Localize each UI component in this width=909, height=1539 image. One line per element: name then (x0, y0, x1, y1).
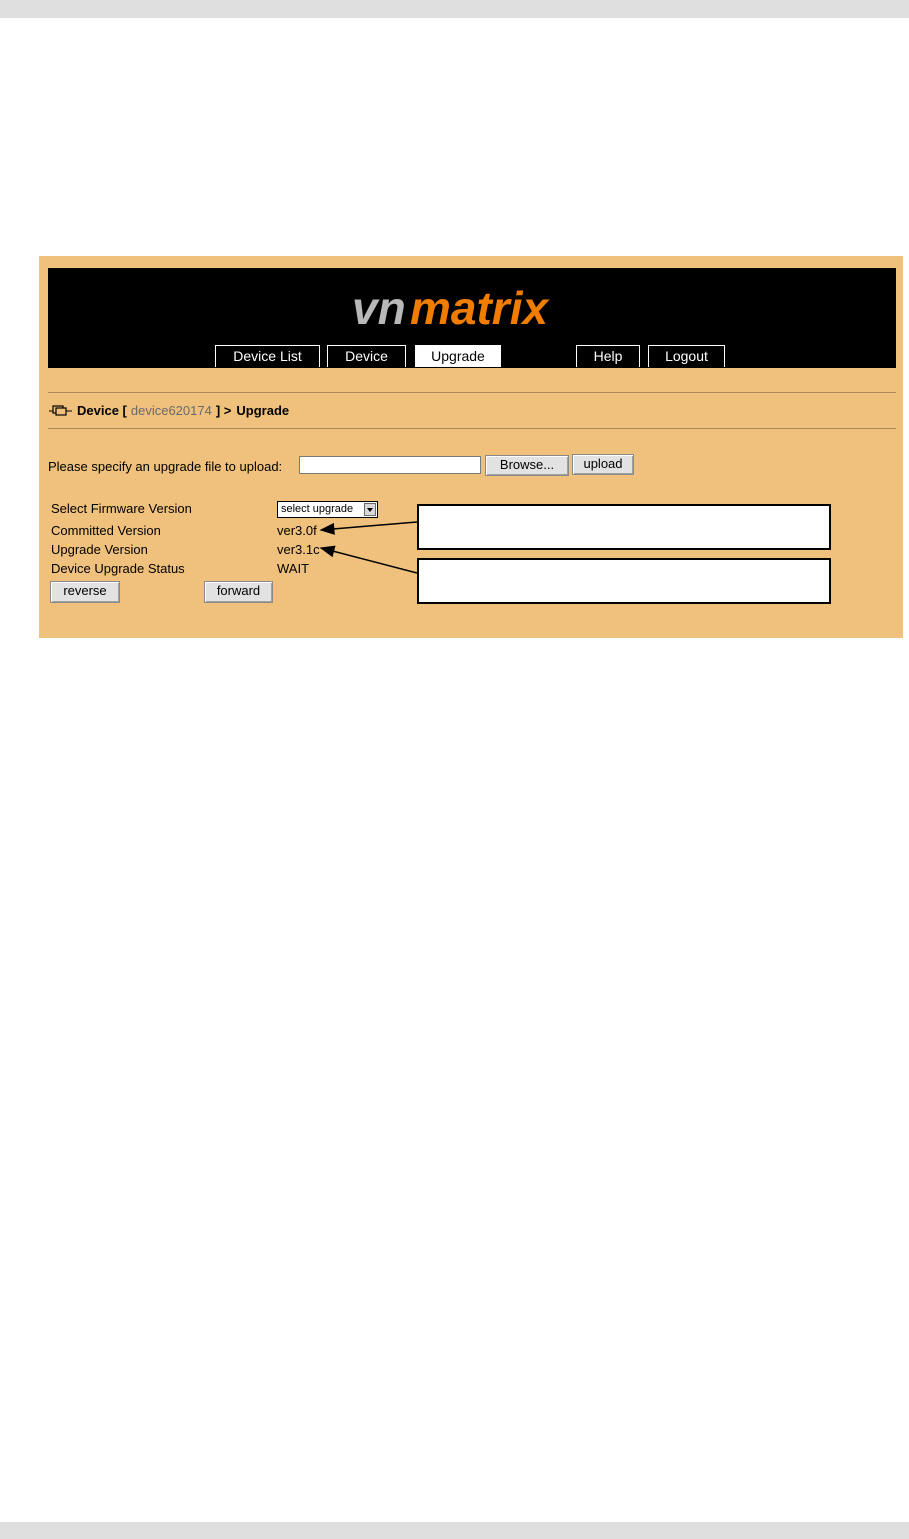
browse-button[interactable]: Browse... (485, 455, 569, 476)
firmware-select-value: select upgrade (281, 503, 354, 515)
separator-top (48, 392, 896, 393)
chevron-down-icon[interactable] (364, 503, 376, 516)
logo-prefix-text: vn (352, 282, 406, 334)
forward-button[interactable]: forward (204, 581, 273, 603)
tab-logout[interactable]: Logout (648, 345, 725, 367)
callout-box-committed (417, 504, 831, 550)
callout-box-upgrade (417, 558, 831, 604)
screenshot-panel (39, 256, 903, 638)
select-firmware-label: Select Firmware Version (51, 501, 192, 516)
upgrade-file-input[interactable] (299, 456, 481, 474)
upgrade-version-label: Upgrade Version (51, 542, 148, 557)
firmware-version-select[interactable] (277, 501, 378, 518)
reverse-button[interactable]: reverse (50, 581, 120, 603)
committed-version-value: ver3.0f (277, 523, 317, 538)
tab-upgrade[interactable]: Upgrade (415, 345, 501, 367)
upgrade-version-value: ver3.1c (277, 542, 320, 557)
upgrade-status-value: WAIT (277, 561, 310, 576)
breadcrumb (49, 402, 289, 420)
vnmatrix-logo (348, 282, 608, 336)
logo-suffix-text: matrix (410, 282, 549, 334)
committed-version-label: Committed Version (51, 523, 161, 538)
tab-device-list[interactable]: Device List (215, 345, 320, 367)
arrow-to-upgrade-version (321, 548, 417, 573)
device-icon (49, 405, 73, 417)
breadcrumb-device-name[interactable]: device620174 (130, 403, 212, 418)
breadcrumb-device-label[interactable]: Device [ (77, 403, 127, 418)
breadcrumb-separator: ] > (215, 403, 232, 418)
page-top-bar (0, 0, 909, 18)
tab-help[interactable]: Help (576, 345, 640, 367)
breadcrumb-page: Upgrade (236, 403, 290, 418)
upload-button[interactable]: upload (572, 454, 634, 475)
upgrade-status-label: Device Upgrade Status (51, 561, 185, 576)
tab-device[interactable]: Device (327, 345, 406, 367)
upload-prompt: Please specify an upgrade file to upload: (48, 459, 283, 474)
page-bottom-bar (0, 1522, 909, 1539)
app-header (48, 268, 896, 368)
separator-bottom (48, 428, 896, 429)
arrow-to-committed-version (321, 522, 417, 530)
